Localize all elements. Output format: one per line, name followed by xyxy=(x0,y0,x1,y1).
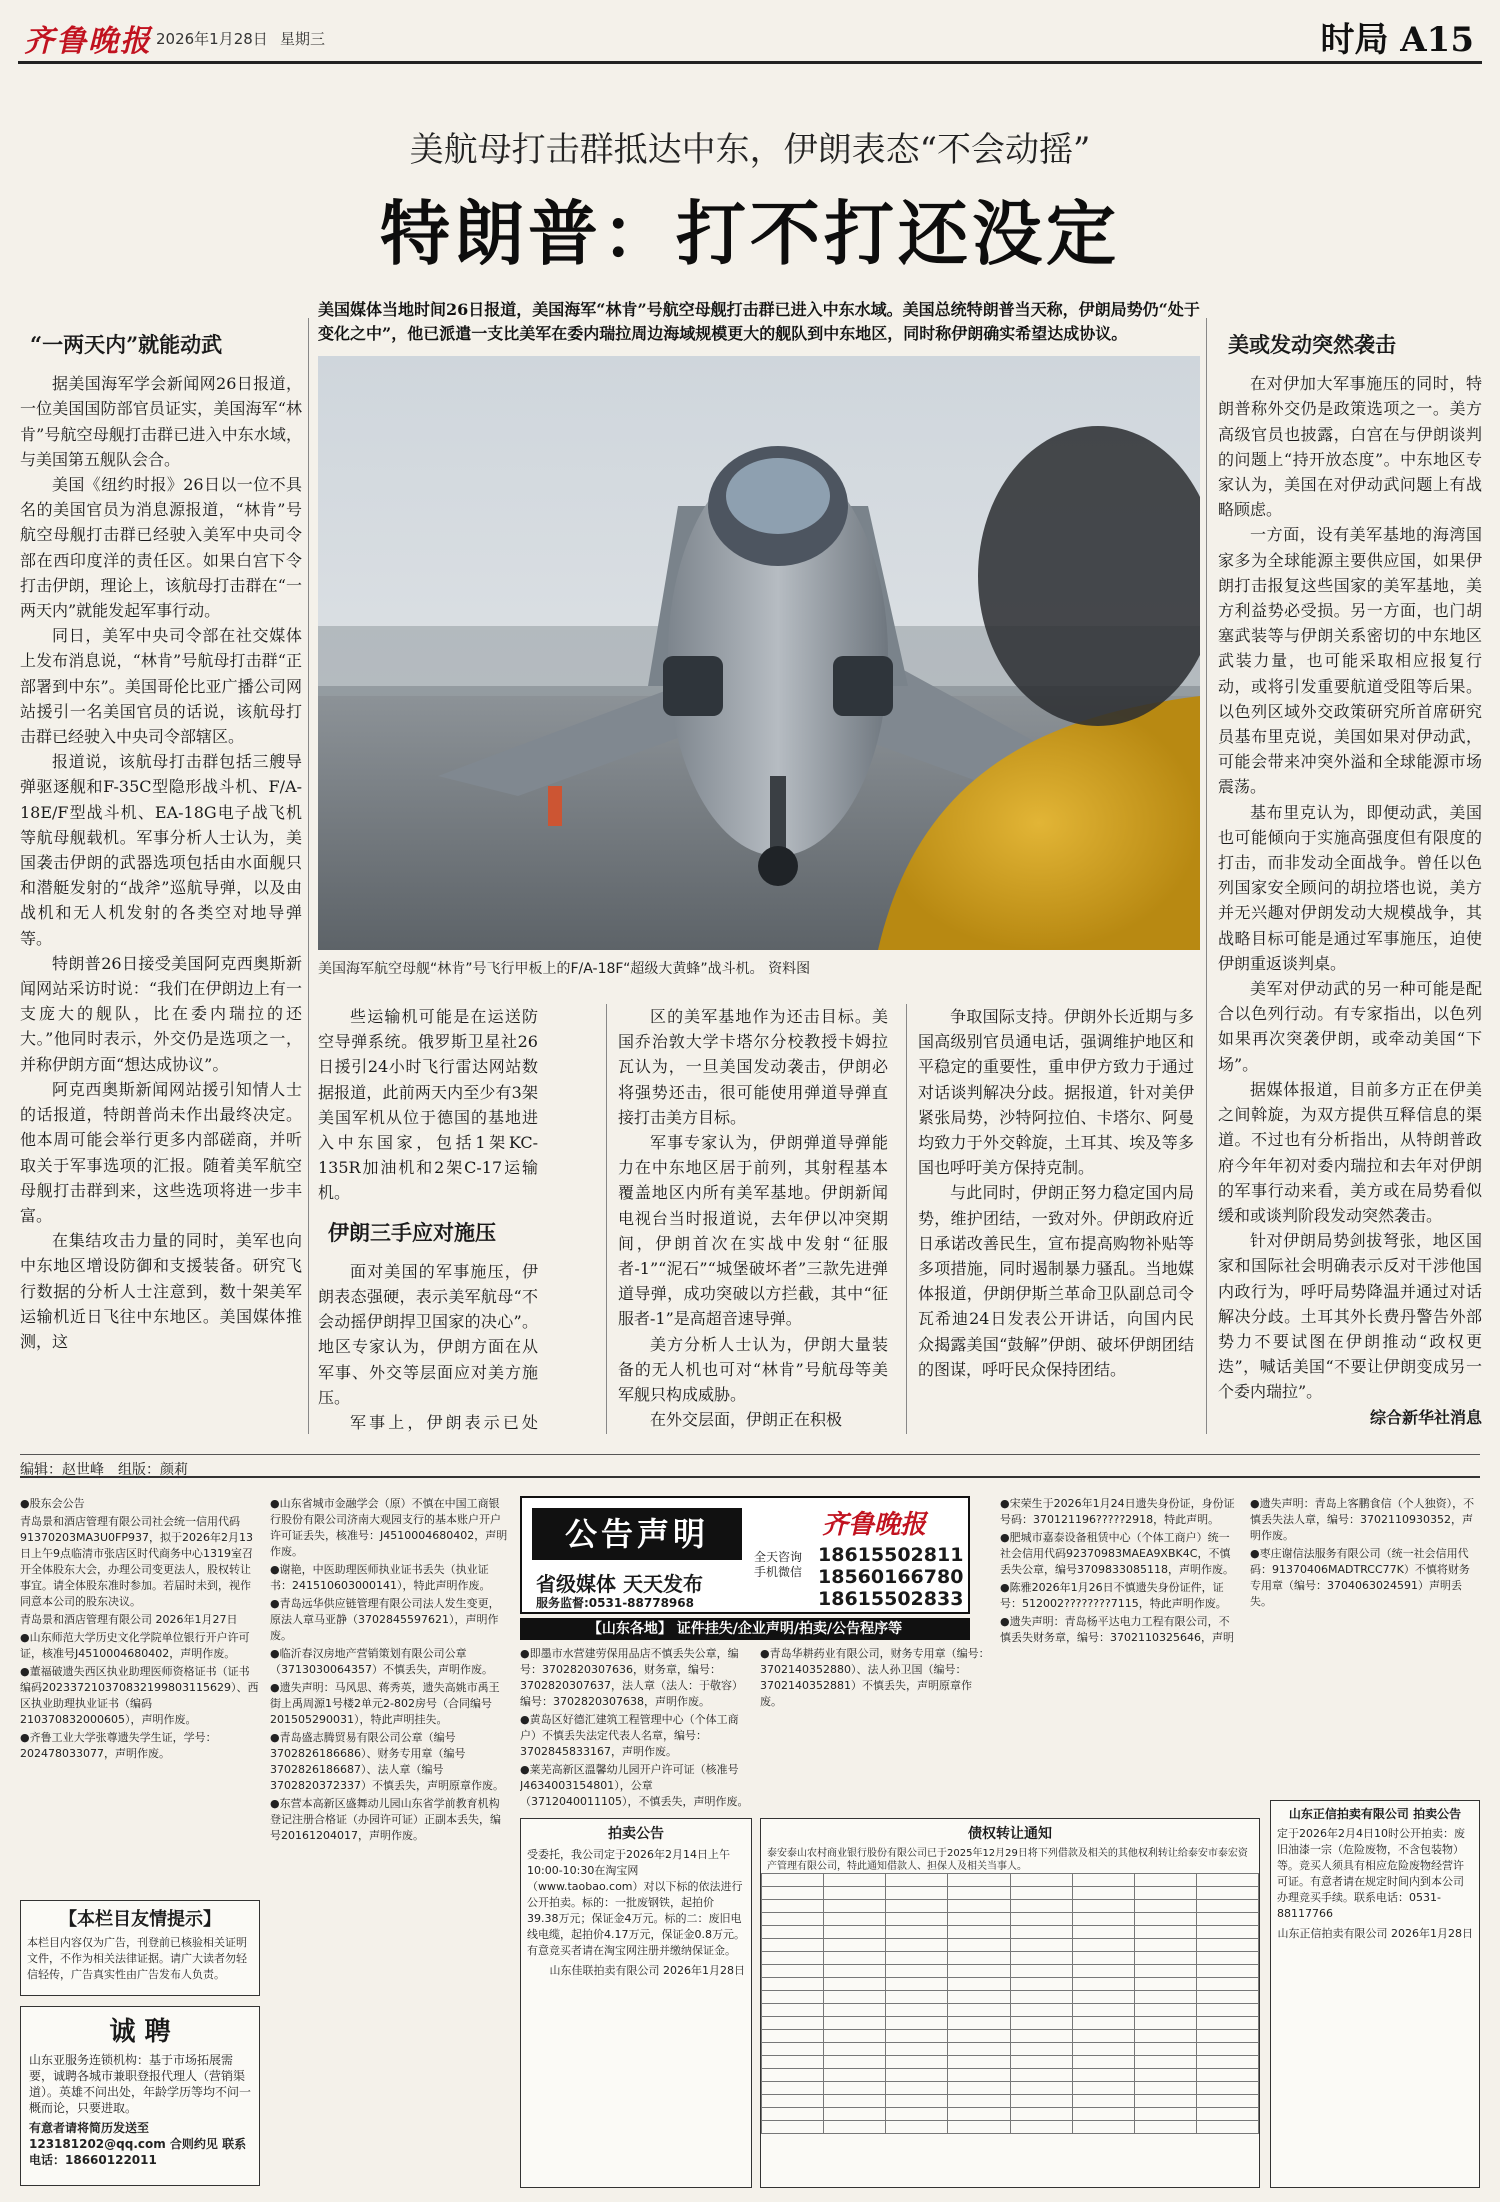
debt-table-row xyxy=(762,2056,1259,2069)
debt-table-cell xyxy=(1010,2056,1072,2069)
debt-table-cell xyxy=(824,1887,886,1900)
debt-table-cell xyxy=(824,1952,886,1965)
article-paragraph: 在外交层面，伊朗正在积极 xyxy=(650,1410,843,1430)
auction-2-footer: 山东正信拍卖有限公司 2026年1月28日 xyxy=(1277,1927,1473,1940)
debt-table-row xyxy=(762,1913,1259,1926)
classified-mid-1-items xyxy=(520,1646,752,1810)
debt-table-cell xyxy=(762,2056,824,2069)
debt-table-cell xyxy=(1072,2082,1134,2095)
debt-table-row xyxy=(762,2030,1259,2043)
debt-table-cell xyxy=(1010,1965,1072,1978)
classified-item: ●股东会公告 xyxy=(20,1497,85,1510)
debt-table-cell xyxy=(1134,1913,1196,1926)
debt-table-cell xyxy=(762,1939,824,1952)
debt-table-cell xyxy=(948,2056,1010,2069)
article-paragraph: 与此同时，伊朗正努力稳定国内局势，维护团结，一致对外。伊朗政府近日承诺改善民生，宣布提高购物补贴等多项措施，同时遏制暴力骚乱。当地媒体报道，伊朗伊斯兰革命卫队副总司令瓦希迪24日发表公开讲话，向国内民众揭露美国“鼓解”伊朗、破坏伊朗团结的图谋，呼吁民众保持团结。 xyxy=(918,1183,1194,1379)
debt-table-cell xyxy=(1072,2095,1134,2108)
debt-table-cell xyxy=(762,2004,824,2017)
debt-table-cell xyxy=(824,1874,886,1887)
article-paragraph: 据美国海军学会新闻网26日报道，一位美国国防部官员证实，美国海军“林肯”号航空母舰打击群已进入中东水域，与美国第五舰队会合。 xyxy=(20,374,302,469)
debt-table-cell xyxy=(824,2069,886,2082)
debt-table-cell xyxy=(948,2043,1010,2056)
debt-table-cell xyxy=(1196,2069,1258,2082)
right-section-heading: 美或发动突然袭击 xyxy=(1228,332,1396,357)
debt-table-cell xyxy=(1196,2095,1258,2108)
article-paragraph: 特朗普26日接受美国阿克西奥斯新闻网站采访时说：“我们在伊朗边上有一支庞大的舰队，比在委内瑞拉的还大。”他同时表示，外交仍是选项之一，并称伊朗方面“想达成协议”。 xyxy=(20,953,302,1074)
debt-table-cell xyxy=(1196,1978,1258,1991)
debt-table-cell xyxy=(1010,1926,1072,1939)
classified-item: ●谢艳，中医助理医师执业证书丢失（执业证书：241510603000141），特此声明作废。 xyxy=(270,1563,491,1592)
photo-caption: 美国海军航空母舰“林肯”号飞行甲板上的F/A-18F“超级大黄蜂”战斗机。 资料图 xyxy=(318,961,811,977)
debt-table-cell xyxy=(1072,2056,1134,2069)
classified-item: ●黄岛区好德汇建筑工程管理中心（个体工商户）不慎丢失法定代表人名章，编号：3702845833167，声明作废。 xyxy=(520,1713,739,1758)
classified-item: ●青岛盛志腾贸易有限公司公章（编号3702826186686）、财务专用章（编号3702826186687）、法人章（编号3702820372337）不慎丢失，声明原章作废。 xyxy=(270,1731,504,1792)
debt-table-cell xyxy=(1010,1991,1072,2004)
debt-table-row xyxy=(762,2121,1259,2134)
debt-table-cell xyxy=(762,1978,824,1991)
recruit-contact: 有意者请将简历发送至123181202@qq.com 合则约见 联系电话：18660122011 xyxy=(29,2121,247,2167)
debt-table-cell xyxy=(1010,1887,1072,1900)
classified-item: ●遗失声明：青岛杨平达电力工程有限公司，不慎丢失财务章，编号：3702110325646，声明 xyxy=(1000,1615,1234,1644)
debt-table-cell xyxy=(1072,2004,1134,2017)
debt-table-cell xyxy=(948,1874,1010,1887)
classified-item: ●宋荣生于2026年1月24日遗失身份证，身份证号码：370121196?????2918，特此声明。 xyxy=(1000,1497,1235,1526)
classified-item: ●董福破遗失西区执业助理医师资格证书（证书编码202337210370832199803115629）、西区执业助理执业证书（编码210370832000605），声明作废。 xyxy=(20,1665,259,1726)
debt-table-cell xyxy=(1134,1978,1196,1991)
notice-slogan: 省级媒体 天天发布 xyxy=(536,1572,703,1596)
debt-table-cell xyxy=(1010,2108,1072,2121)
debt-table-cell xyxy=(1196,1952,1258,1965)
debt-table-cell xyxy=(886,1939,948,1952)
debt-table-cell xyxy=(948,2082,1010,2095)
debt-table-cell xyxy=(1010,2121,1072,2134)
classified-item: ●东营本高新区盛舞动儿园山东省学前教育机构登记注册合格证（办园许可证）正副本丢失，编号20161204017，声明作废。 xyxy=(270,1797,501,1842)
debt-table-cell xyxy=(886,1991,948,2004)
debt-table-cell xyxy=(824,2095,886,2108)
debt-table-cell xyxy=(1072,2017,1134,2030)
debt-table-cell xyxy=(886,2069,948,2082)
classified-column-1-items xyxy=(20,1496,260,1762)
classified-column-2-items xyxy=(270,1496,510,1844)
article-subtitle: 美航母打击群抵达中东，伊朗表态“不会动摇” xyxy=(409,130,1091,170)
recruit-title: 诚 聘 xyxy=(109,2017,171,2047)
debt-table-cell xyxy=(1134,2121,1196,2134)
article-paragraph: 针对伊朗局势剑拔弩张，地区国家和国际社会明确表示反对干涉他国内政行为，呼吁局势降温并通过对话解决分歧。土耳其外长费丹警告外部势力不要试图在伊朗推动“政权更迭”，喊话美国“不要让伊朗变成另一个委内瑞拉”。 xyxy=(1218,1231,1482,1402)
debt-table-cell xyxy=(1134,2069,1196,2082)
debt-table-cell xyxy=(1072,1926,1134,1939)
debt-table-cell xyxy=(1010,2004,1072,2017)
debt-table-cell xyxy=(948,2108,1010,2121)
debt-table-cell xyxy=(948,1991,1010,2004)
auction-2-title: 山东正信拍卖有限公司 拍卖公告 xyxy=(1288,1807,1462,1821)
debt-table-cell xyxy=(1010,1978,1072,1991)
debt-table-cell xyxy=(1134,1926,1196,1939)
notice-hotline: 服务监督:0531-88778968 xyxy=(536,1596,694,1610)
debt-table-cell xyxy=(762,1874,824,1887)
classified-item: ●即墨市水营建劳保用品店不慎丢失公章，编号：3702820307636，财务章，编号：3702820307637，法人章（法人：于敬容）编号：3702820307638，声明作废。 xyxy=(520,1647,743,1708)
classified-item: ●临沂春汉房地产营销策划有限公司公章（3713030064357）不慎丢失，声明作废。 xyxy=(270,1647,493,1676)
classified-item: ●山东省城市金融学会（原）不慎在中国工商银行股份有限公司济南大观园支行的基本账户开户许可证丢失，核准号：J4510004680402，声明作废。 xyxy=(270,1497,508,1558)
article-paragraph: 美国《纽约时报》26日以一位不具名的美国官员为消息源报道，“林肯”号航空母舰打击群已经驶入美军中央司令部在西印度洋的责任区。如果白宫下令打击伊朗，理论上，该航母打击群在“一两天内”就能发起军事行动。 xyxy=(20,475,302,621)
debt-table-cell xyxy=(762,2043,824,2056)
debt-table-cell xyxy=(824,2017,886,2030)
debt-table-cell xyxy=(886,2095,948,2108)
classified-item: ●枣庄谢信法服务有限公司（统一社会信用代码：91370406MADTRCC77K）不慎将财务专用章（编号：3704063024591）声明丢失。 xyxy=(1250,1547,1470,1608)
debt-table-cell xyxy=(1134,2082,1196,2095)
debt-table-cell xyxy=(1196,2004,1258,2017)
debt-table-cell xyxy=(1010,1939,1072,1952)
debt-table-cell xyxy=(1072,1952,1134,1965)
debt-table-cell xyxy=(1072,2030,1134,2043)
debt-table-row xyxy=(762,1926,1259,1939)
debt-table-cell xyxy=(886,1900,948,1913)
debt-table-row xyxy=(762,1978,1259,1991)
debt-table-cell xyxy=(1134,1887,1196,1900)
public-notice-banner xyxy=(520,1496,970,1614)
debt-table-cell xyxy=(762,1926,824,1939)
friendly-tip-text: 本栏目内容仅为广告，刊登前已核验相关证明文件，不作为相关法律证据。请广大读者勿轻信轻传，广告真实性由广告发布人负责。 xyxy=(27,1936,247,1981)
notice-contact-label: 全天咨询 手机微信 xyxy=(754,1550,803,1579)
debt-table-cell xyxy=(1134,2056,1196,2069)
debt-table-cell xyxy=(1010,1913,1072,1926)
debt-table-cell xyxy=(824,2043,886,2056)
debt-table-cell xyxy=(1072,1939,1134,1952)
debt-table-cell xyxy=(948,1939,1010,1952)
notice-categories-bar: 【山东各地】 证件挂失/企业声明/拍卖/公告程序等 xyxy=(520,1618,970,1640)
column-divider xyxy=(1206,318,1207,1434)
bottom-column-2-paragraphs xyxy=(618,1004,888,1432)
article-headline: 特朗普：打不打还没定 xyxy=(380,192,1120,275)
left-paragraphs xyxy=(20,371,302,1354)
debt-table-cell xyxy=(1134,1900,1196,1913)
debt-table-row xyxy=(762,1991,1259,2004)
debt-table-cell xyxy=(824,1978,886,1991)
debt-table-row xyxy=(762,1952,1259,1965)
debt-table-row xyxy=(762,2069,1259,2082)
debt-table-cell xyxy=(762,2082,824,2095)
debt-table-cell xyxy=(762,2108,824,2121)
debt-table-cell xyxy=(1072,1991,1134,2004)
classified-item: ●遗失声明：马风思、蒋秀英，遗失高姚市禹王街上禹周源1号楼2单元2-802房号（合同编号201505290031），特此声明挂失。 xyxy=(270,1681,500,1726)
debt-table-cell xyxy=(762,2121,824,2134)
debt-table-cell xyxy=(1196,1965,1258,1978)
classified-item: ●青岛远华供应链管理有限公司法人发生变更，原法人章马亚静（3702845597621），声明作废。 xyxy=(270,1597,500,1642)
debt-table-cell xyxy=(1134,1874,1196,1887)
debt-table-cell xyxy=(1072,2108,1134,2121)
debt-table-cell xyxy=(886,2056,948,2069)
recruit-box xyxy=(20,2006,260,2186)
debt-table-cell xyxy=(886,1952,948,1965)
classified-column-3-items xyxy=(1000,1496,1240,1646)
left-column xyxy=(20,318,302,1434)
debt-table-cell xyxy=(1010,2082,1072,2095)
classified-column-2 xyxy=(270,1496,510,2186)
debt-table-cell xyxy=(762,2030,824,2043)
debt-table-cell xyxy=(1196,2082,1258,2095)
classified-column-4 xyxy=(1250,1496,1480,1646)
debt-table-cell xyxy=(1072,1900,1134,1913)
editors-credit: 编辑：赵世峰 组版：颜莉 xyxy=(20,1454,1480,1479)
debt-table-cell xyxy=(886,1887,948,1900)
classified-mid-2-items xyxy=(760,1646,990,1710)
classified-item: 青岛景和酒店管理有限公司社会统一信用代码91370203MA3U0FP937，拟于2026年2月13日上午9点临清市张店区时代商务中心1319室召开全体股东大会，办理公司变更法人，股权转让事宜。请全体股东准时参加。若届时未到，视作同意本公司的股东决议。 xyxy=(20,1515,253,1608)
debt-table-cell xyxy=(1010,2017,1072,2030)
debt-table-cell xyxy=(1134,1939,1196,1952)
article-paragraph: 美方分析人士认为，伊朗大量装备的无人机也可对“林肯”号航母等美军舰只构成威胁。 xyxy=(618,1334,888,1405)
debt-table-row xyxy=(762,1965,1259,1978)
debt-table-cell xyxy=(824,1939,886,1952)
debt-table-row xyxy=(762,2108,1259,2121)
debt-table-cell xyxy=(1196,1887,1258,1900)
auction-notice-box-2 xyxy=(1270,1800,1480,2188)
fighter-jet-illustration xyxy=(318,356,1200,950)
debt-table-cell xyxy=(762,2017,824,2030)
debt-transfer-notice xyxy=(760,1818,1260,2188)
debt-table-cell xyxy=(824,1991,886,2004)
article-byline: 综合新华社消息 xyxy=(1369,1407,1482,1427)
article-paragraph: 报道说，该航母打击群包括三艘导弹驱逐舰和F-35C型隐形战斗机、F/A-18E/F型战斗机、EA-18G电子战飞机等航母舰载机。军事分析人士认为，美国袭击伊朗的武器选项包括由水面舰只和潜艇发射的“战斧”巡航导弹，以及由战机和无人机发射的各类空对地导弹等。 xyxy=(20,752,302,948)
classified-column-3 xyxy=(1000,1496,1240,1646)
debt-table-cell xyxy=(948,2121,1010,2134)
debt-table-cell xyxy=(1010,1874,1072,1887)
debt-table-cell xyxy=(1134,2004,1196,2017)
auction-footer: 山东佳联拍卖有限公司 2026年1月28日 xyxy=(549,1964,745,1977)
left-section-heading: “一两天内”就能动武 xyxy=(30,332,223,357)
classified-item: ●莱芜高新区溫馨幼儿园开户许可证（核准号J4634003154801），公章（3712040011105），不慎丢失，声明作废。 xyxy=(520,1763,749,1808)
article-paragraph: 阿克西奥斯新闻网站援引知情人士的话报道，特朗普尚未作出最终决定。他本周可能会举行更多内部磋商，并听取关于军事选项的汇报。随着美军航空母舰打击群到来，这些选项将进一步丰富。 xyxy=(20,1079,302,1225)
article-paragraph: 争取国际支持。伊朗外长近期与多国高级别官员通电话，强调维护地区和平稳定的重要性，重申伊方致力于通过对话谈判解决分歧。据报道，针对美伊紧张局势，沙特阿拉伯、卡塔尔、阿曼均致力于外交斡旋，土耳其、埃及等多国也呼吁美方保持克制。 xyxy=(918,1007,1194,1178)
debt-table-cell xyxy=(948,1887,1010,1900)
debt-table-row xyxy=(762,1887,1259,1900)
notice-title: 公告声明 xyxy=(532,1508,742,1560)
debt-table-cell xyxy=(762,2069,824,2082)
auction-title: 拍卖公告 xyxy=(608,1826,664,1842)
debt-table-cell xyxy=(1010,2030,1072,2043)
debt-table-cell xyxy=(886,1926,948,1939)
debt-table-cell xyxy=(762,1887,824,1900)
debt-table-cell xyxy=(1010,2095,1072,2108)
auction-text: 受委托，我公司定于2026年2月14日上午10:00-10:30在淘宝网（www.taobao.com）对以下标的依法进行公开拍卖。标的：一批废钢铁，起拍价39.38万元；保证金4万元。标的二：废旧电线电缆，起拍价4.17万元，保证金0.8万元。有意竞买者请在淘宝网注册并缴纳保证金。 xyxy=(527,1848,745,1957)
bottom-column-3 xyxy=(918,1004,1194,1434)
debt-table-cell xyxy=(762,1952,824,1965)
newspaper-logo: 齐鲁晚报 xyxy=(24,24,152,59)
debt-table-cell xyxy=(824,2108,886,2121)
debt-table-cell xyxy=(1196,1913,1258,1926)
debt-table-cell xyxy=(824,2056,886,2069)
article-paragraph: 在对伊加大军事施压的同时，特朗普称外交仍是政策选项之一。美方高级官员也披露，白宫在与伊朗谈判的问题上“持开放态度”。中东地区专家认为，美国在对伊动武问题上有战略顾虑。 xyxy=(1218,374,1482,520)
debt-table-cell xyxy=(1072,2069,1134,2082)
column-divider xyxy=(308,318,309,1434)
debt-table-cell xyxy=(762,1991,824,2004)
debt-table-row xyxy=(762,2095,1259,2108)
debt-table-cell xyxy=(1134,2030,1196,2043)
debt-table-row xyxy=(762,2082,1259,2095)
debt-table-cell xyxy=(886,1965,948,1978)
debt-table-cell xyxy=(948,2095,1010,2108)
debt-table-cell xyxy=(1072,1874,1134,1887)
debt-table-cell xyxy=(824,1926,886,1939)
article-paragraph: 军事专家认为，伊朗弹道导弹能力在中东地区居于前列，其射程基本覆盖地区内所有美军基地。伊朗新闻电视台当时报道说，去年伊以冲突期间，伊朗首次在实战中发射“征服者-1”“泥石”“城堡破坏者”三款先进弹道导弹，成功突破以方拦截，其中“征服者-1”是高超音速导弹。 xyxy=(618,1133,888,1329)
debt-table-cell xyxy=(1134,2095,1196,2108)
debt-table-cell xyxy=(1196,2108,1258,2121)
debt-table-cell xyxy=(948,2004,1010,2017)
classified-item: 青岛景和酒店管理有限公司 2026年1月27日 xyxy=(20,1613,238,1626)
debt-table-cell xyxy=(1010,1900,1072,1913)
classified-column-1 xyxy=(20,1496,260,1896)
debt-table-cell xyxy=(886,2017,948,2030)
debt-table-row xyxy=(762,1900,1259,1913)
issue-weekday: 星期三 xyxy=(280,30,326,48)
right-paragraphs xyxy=(1218,371,1482,1404)
debt-table-cell xyxy=(948,1978,1010,1991)
section-page-tag: 时局 A15 xyxy=(1320,20,1474,60)
debt-table-cell xyxy=(1196,2017,1258,2030)
debt-table-cell xyxy=(1134,2043,1196,2056)
debt-table-cell xyxy=(1134,1965,1196,1978)
debt-table-row xyxy=(762,2043,1259,2056)
bottom-column-1 xyxy=(318,1004,538,1434)
recruit-text: 山东亚服务连锁机构：基于市场拓展需要，诚聘各城市兼职登报代理人（营销渠道）。英雄不问出处，年龄学历等均不问一概而论，只要进取。 xyxy=(29,2053,252,2115)
article-paragraph: 一方面，设有美军基地的海湾国家多为全球能源主要供应国，如果伊朗打击报复这些国家的美军基地，美方利益势必受损。另一方面，也门胡塞武装等与伊朗关系密切的中东地区武装力量，也可能采取相应报复行动，或将引发重要航道受阻等后果。以色列区域外交政策研究所首席研究员基布里克说，美国如果对伊动武，可能会带来冲突外溢和全球能源市场震荡。 xyxy=(1218,525,1482,797)
debt-table-cell xyxy=(1010,2069,1072,2082)
debt-table-cell xyxy=(1196,1991,1258,2004)
debt-table-cell xyxy=(1196,1874,1258,1887)
debt-table-cell xyxy=(948,2069,1010,2082)
auction-notice-box xyxy=(520,1818,752,2188)
debt-table-cell xyxy=(1196,2030,1258,2043)
classified-column-mid-1 xyxy=(520,1646,752,1812)
article-paragraph: 面对美国的军事施压，伊朗表态强硬，表示美军航母“不会动摇伊朗捍卫国家的决心”。地区专家认为，伊朗方面在从军事、外交等层面应对美方施压。 xyxy=(318,1261,538,1407)
debt-table-cell xyxy=(824,2030,886,2043)
issue-date: 2026年1月28日 xyxy=(156,30,268,48)
debt-table-cell xyxy=(824,1913,886,1926)
debt-table-cell xyxy=(948,2017,1010,2030)
debt-table-cell xyxy=(948,1913,1010,1926)
notice-phone: 18615502811 xyxy=(818,1544,964,1566)
debt-table-cell xyxy=(1196,1900,1258,1913)
bottom-column-1-after xyxy=(318,1259,538,1434)
article-paragraph: 在集结攻击力量的同时，美军也向中东地区增设防御和支援装备。研究飞行数据的分析人士注意到，数十架美军运输机近日飞往中东地区。美国媒体推测，这 xyxy=(20,1231,302,1351)
debt-table-cell xyxy=(886,2030,948,2043)
debt-table-cell xyxy=(948,1965,1010,1978)
classified-item: ●齐鲁工业大学张尊遗失学生证，学号：202478033077，声明作废。 xyxy=(20,1731,217,1760)
debt-table-cell xyxy=(1072,1965,1134,1978)
debt-table-row xyxy=(762,2017,1259,2030)
debt-table-cell xyxy=(824,2004,886,2017)
article-paragraph: 基布里克认为，即便动武，美国也可能倾向于实施高强度但有限度的打击，而非发动全面战争。曾任以色列国家安全顾问的胡拉塔也说，美方并无兴趣对伊朗发动大规模战争，其战略目标可能是通过军事施压，迫使伊朗重返谈判桌。 xyxy=(1218,802,1482,973)
column-divider xyxy=(906,1004,907,1434)
debt-table-cell xyxy=(886,1913,948,1926)
debt-table-cell xyxy=(1134,1991,1196,2004)
article-paragraph: 区的美军基地作为还击目标。美国乔治敦大学卡塔尔分校教授卡姆拉瓦认为，一旦美国发动袭击，伊朗必将强势还击，很可能使用弹道导弹直接打击美方目标。 xyxy=(618,1007,888,1127)
debt-table-cell xyxy=(1134,1952,1196,1965)
debt-table-cell xyxy=(1072,1913,1134,1926)
debt-table-cell xyxy=(1072,2121,1134,2134)
article-photo xyxy=(318,356,1200,950)
article-paragraph: 同日，美军中央司令部在社交媒体上发布消息说，“林肯”号航母打击群“正部署到中东”。美国哥伦比亚广播公司网站援引一名美国官员的话说，该航母打击群已经驶入中央司令部辖区。 xyxy=(20,626,302,747)
debt-table-cell xyxy=(1196,1939,1258,1952)
debt-table-cell xyxy=(762,1900,824,1913)
classified-item: ●青岛华耕药业有限公司，财务专用章（编号：3702140352880）、法人孙卫国（编号：3702140352881）不慎丢失，声明原章作废。 xyxy=(760,1647,990,1708)
classified-item: ●山东师范大学历史文化学院单位银行开户许可证，核准号J4510004680402，声明作废。 xyxy=(20,1631,250,1660)
article-paragraph: 美军对伊动武的另一种可能是配合以色列行动。有专家指出，以色列如果再次突袭伊朗，或牵动美国“下场”。 xyxy=(1218,979,1482,1074)
debt-table-cell xyxy=(1010,2043,1072,2056)
article-lead: 美国媒体当地时间26日报道，美国海军“林肯”号航空母舰打击群已进入中东水域。美国总统特朗普当天称，伊朗局势仍“处于变化之中”，他已派遣一支比美军在委内瑞拉周边海域规模更大的舰队到中东地区，同时称伊朗确实希望达成协议。 xyxy=(318,300,1200,343)
debt-table-cell xyxy=(1196,2121,1258,2134)
column-divider xyxy=(606,1004,607,1434)
bottom-column-3-paragraphs xyxy=(918,1004,1194,1382)
debt-table-cell xyxy=(762,2095,824,2108)
bottom-column-1-paragraphs xyxy=(318,1004,538,1206)
classified-item: ●遗失声明：青岛上客鹏食信（个人独资），不慎丢失法人章，编号：3702110930352，声明作废。 xyxy=(1250,1497,1475,1542)
classified-item: ●肥城市嘉泰设备租赁中心（个体工商户）统一社会信用代码92370983MAEA9XBK4C，不慎丢失公章，编号3709833085118，声明作废。 xyxy=(1000,1531,1234,1576)
right-column xyxy=(1218,318,1482,1434)
iran-response-heading: 伊朗三手应对施压 xyxy=(328,1219,496,1245)
debt-table-cell xyxy=(1134,2017,1196,2030)
classified-column-mid-2 xyxy=(760,1646,990,1812)
notice-phone: 18615502833 xyxy=(818,1588,964,1610)
debt-table-cell xyxy=(1072,1887,1134,1900)
debt-table-cell xyxy=(762,1965,824,1978)
debt-transfer-title: 债权转让通知 xyxy=(968,1826,1052,1842)
debt-table-row xyxy=(762,2004,1259,2017)
article-paragraph: 据媒体报道，目前多方正在伊美之间斡旋，为双方提供互释信息的渠道。不过也有分析指出，从特朗普政府今年年初对委内瑞拉和去年对伊朗的军事行动来看，美方或在局势看似缓和或谈判阶段发动突然袭击。 xyxy=(1218,1079,1482,1225)
notice-phone-list xyxy=(818,1544,963,1610)
debt-table-cell xyxy=(886,2004,948,2017)
auction-2-text: 定于2026年2月4日10时公开拍卖：废旧油漆一宗（危险废物，不含包装物）等。竞买人须具有相应危险废物经营许可证。有意者请在规定时间内到本公司办理竞买手续。联系电话：0531-88117766 xyxy=(1277,1827,1465,1920)
classified-column-4-items xyxy=(1250,1496,1480,1610)
friendly-tip-title: 【本栏目友情提示】 xyxy=(59,1909,221,1930)
debt-table-cell xyxy=(948,1900,1010,1913)
debt-table-cell xyxy=(1134,2108,1196,2121)
debt-table-row xyxy=(762,1939,1259,1952)
debt-table-cell xyxy=(824,2121,886,2134)
debt-transfer-intro: 泰安泰山农村商业银行股份有限公司已于2025年12月29日将下列借款及相关的其他权利转让给泰安市泰宏资产管理有限公司，特此通知借款人、担保人及相关当事人。 xyxy=(767,1848,1248,1872)
notice-newspaper-logo: 齐鲁晚报 xyxy=(822,1510,927,1540)
debt-table-cell xyxy=(1072,2043,1134,2056)
debt-table-cell xyxy=(886,2121,948,2134)
debt-table-cell xyxy=(886,2082,948,2095)
debt-table-cell xyxy=(948,1952,1010,1965)
debt-table-cell xyxy=(1196,2043,1258,2056)
classified-item: ●陈雅2026年1月26日不慎遗失身份证件，证号：512002????????7115，特此声明作废。 xyxy=(1000,1581,1227,1610)
debt-table-cell xyxy=(886,1978,948,1991)
debt-table-cell xyxy=(1196,2056,1258,2069)
notice-phone: 18560166780 xyxy=(818,1566,964,1588)
article-paragraph: 些运输机可能是在运送防空导弹系统。俄罗斯卫星社26日援引24小时飞行雷达网站数据报道，此前两天内至少有3架美国军机从位于德国的基地进入中东国家，包括1架KC-135R加油机和2架C-17运输机。 xyxy=(318,1007,538,1203)
debt-table-cell xyxy=(886,2108,948,2121)
debt-table-cell xyxy=(824,1965,886,1978)
bottom-column-2 xyxy=(618,1004,888,1434)
debt-table-cell xyxy=(1072,1978,1134,1991)
debt-table-row xyxy=(762,1874,1259,1887)
debt-table-cell xyxy=(1196,1926,1258,1939)
debt-transfer-table xyxy=(761,1873,1259,2134)
masthead xyxy=(18,8,1482,64)
debt-table-cell xyxy=(762,1913,824,1926)
friendly-tip-box xyxy=(20,1900,260,1996)
debt-table-cell xyxy=(886,2043,948,2056)
debt-table-cell xyxy=(886,1874,948,1887)
debt-table-cell xyxy=(824,2082,886,2095)
debt-table-cell xyxy=(948,1926,1010,1939)
debt-table-cell xyxy=(824,1900,886,1913)
debt-table-cell xyxy=(948,2030,1010,2043)
debt-table-cell xyxy=(1010,1952,1072,1965)
article-paragraph: 军事上，伊朗表示已处 xyxy=(350,1413,538,1433)
